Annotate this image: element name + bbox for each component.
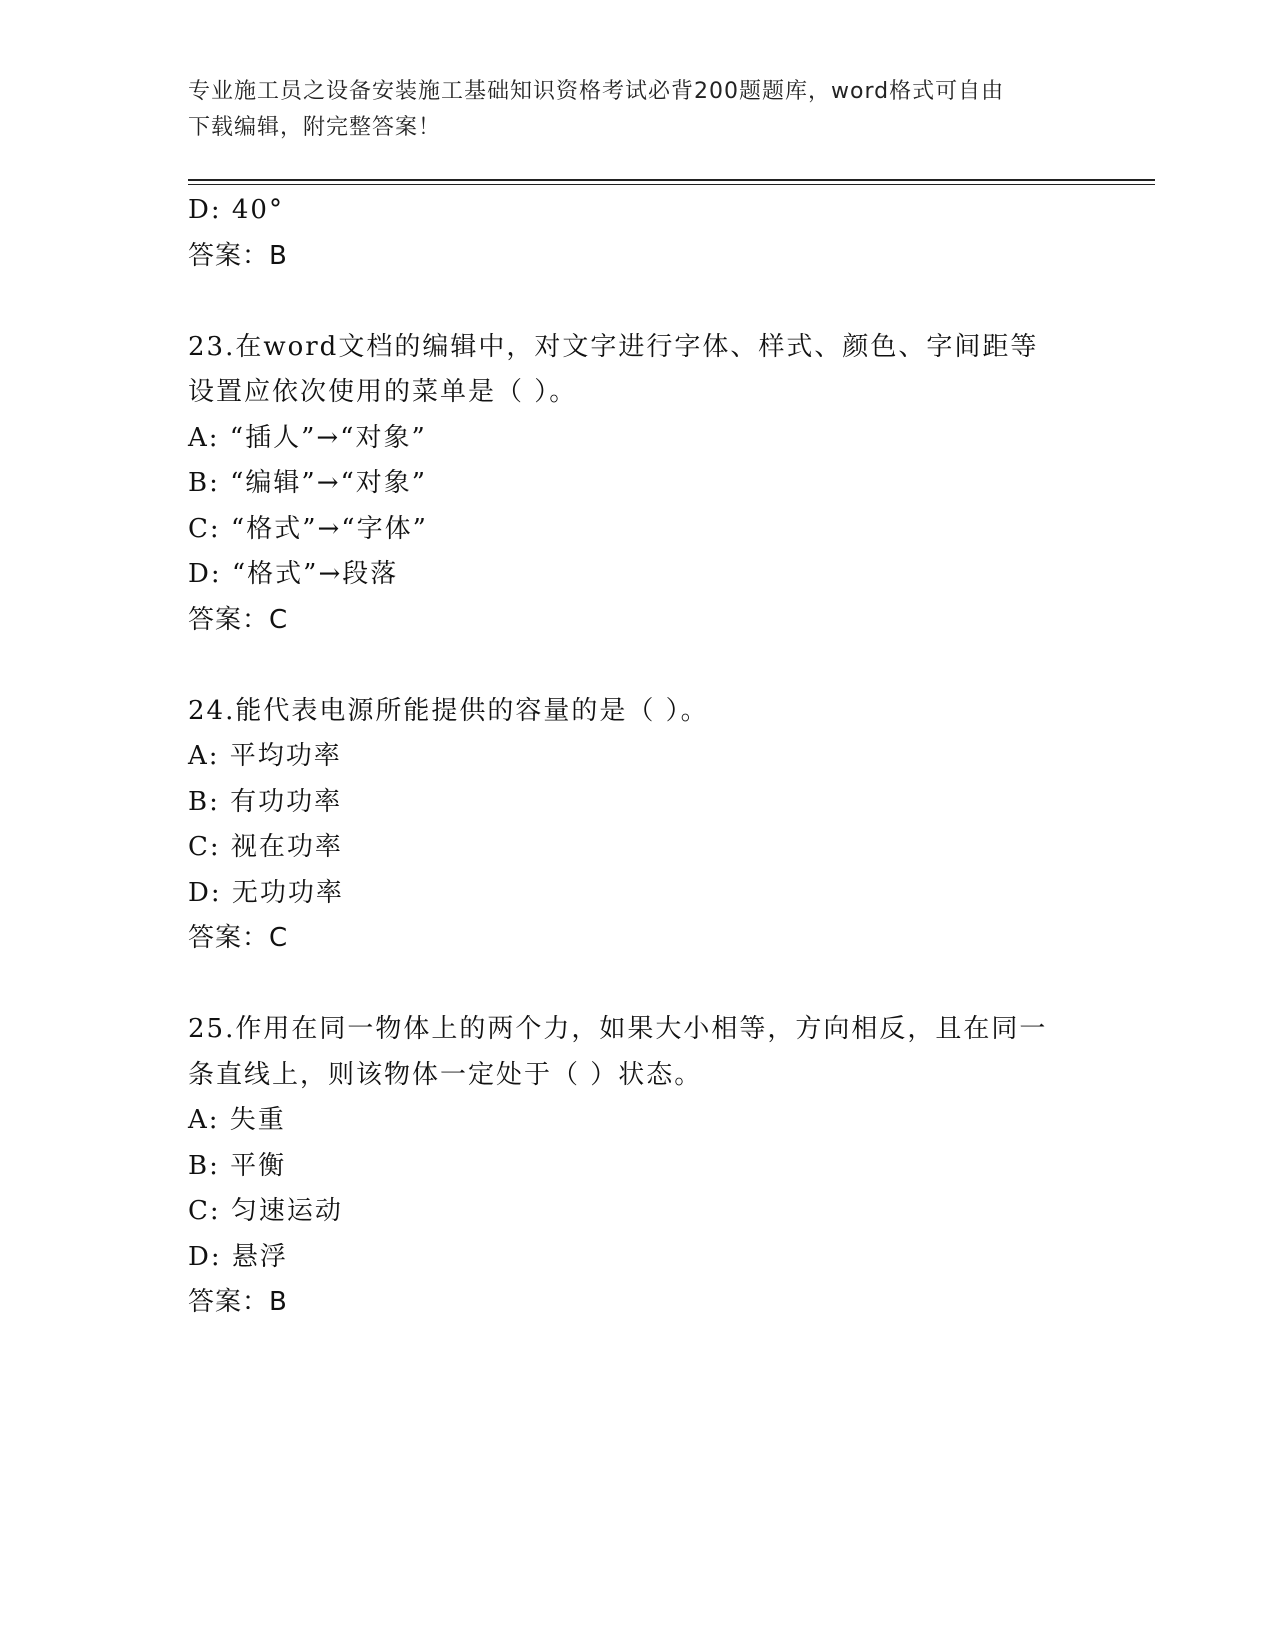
option-b: B: 平衡 bbox=[188, 1150, 287, 1181]
header-divider-thick bbox=[188, 179, 1155, 181]
answer: 答案：C bbox=[188, 923, 289, 953]
question-text-line: 条直线上，则该物体一定处于（ ）状态。 bbox=[188, 1059, 703, 1090]
option-a: A: 平均功率 bbox=[188, 741, 342, 771]
question-text-line: 24.能代表电源所能提供的容量的是（ ）。 bbox=[188, 695, 709, 726]
question-23 bbox=[188, 325, 1088, 644]
header-divider-thin bbox=[188, 184, 1155, 185]
answer: 答案：C bbox=[188, 604, 289, 635]
spacer bbox=[188, 643, 1088, 689]
answer: 答案：B bbox=[188, 1287, 288, 1317]
question-text-line: 25.作用在同一物体上的两个力，如果大小相等，方向相反，且在同一 bbox=[188, 1014, 1048, 1044]
option-c: C: 匀速运动 bbox=[188, 1196, 343, 1226]
option-d: D: “格式”→段落 bbox=[188, 559, 399, 589]
option-c: C: “格式”→“字体” bbox=[188, 513, 428, 544]
option-d: D: 悬浮 bbox=[188, 1241, 288, 1272]
question-text-line: 设置应依次使用的菜单是（ ）。 bbox=[188, 377, 578, 407]
option-a: A: “插人”→“对象” bbox=[188, 422, 427, 453]
option-d: D: 无功功率 bbox=[188, 877, 344, 908]
prev-option-d: D: 40° bbox=[188, 195, 284, 225]
header-line-1: 专业施工员之设备安装施工基础知识资格考试必背200题题库，word格式可自由 bbox=[188, 79, 1005, 104]
question-25 bbox=[188, 1007, 1088, 1326]
question-text-line: 23.在word文档的编辑中，对文字进行字体、样式、颜色、字间距等 bbox=[188, 331, 1039, 362]
document-header bbox=[188, 74, 1088, 146]
option-c: C: 视在功率 bbox=[188, 832, 343, 862]
document-body bbox=[188, 188, 1088, 1326]
option-a: A: 失重 bbox=[188, 1105, 286, 1135]
header-line-2: 下载编辑，附完整答案！ bbox=[188, 115, 442, 140]
prev-answer: 答案：B bbox=[188, 240, 288, 271]
spacer bbox=[188, 962, 1088, 1008]
option-b: B: “编辑”→“对象” bbox=[188, 468, 428, 498]
option-b: B: 有功功率 bbox=[188, 786, 343, 817]
spacer bbox=[188, 279, 1088, 325]
question-24 bbox=[188, 689, 1088, 962]
